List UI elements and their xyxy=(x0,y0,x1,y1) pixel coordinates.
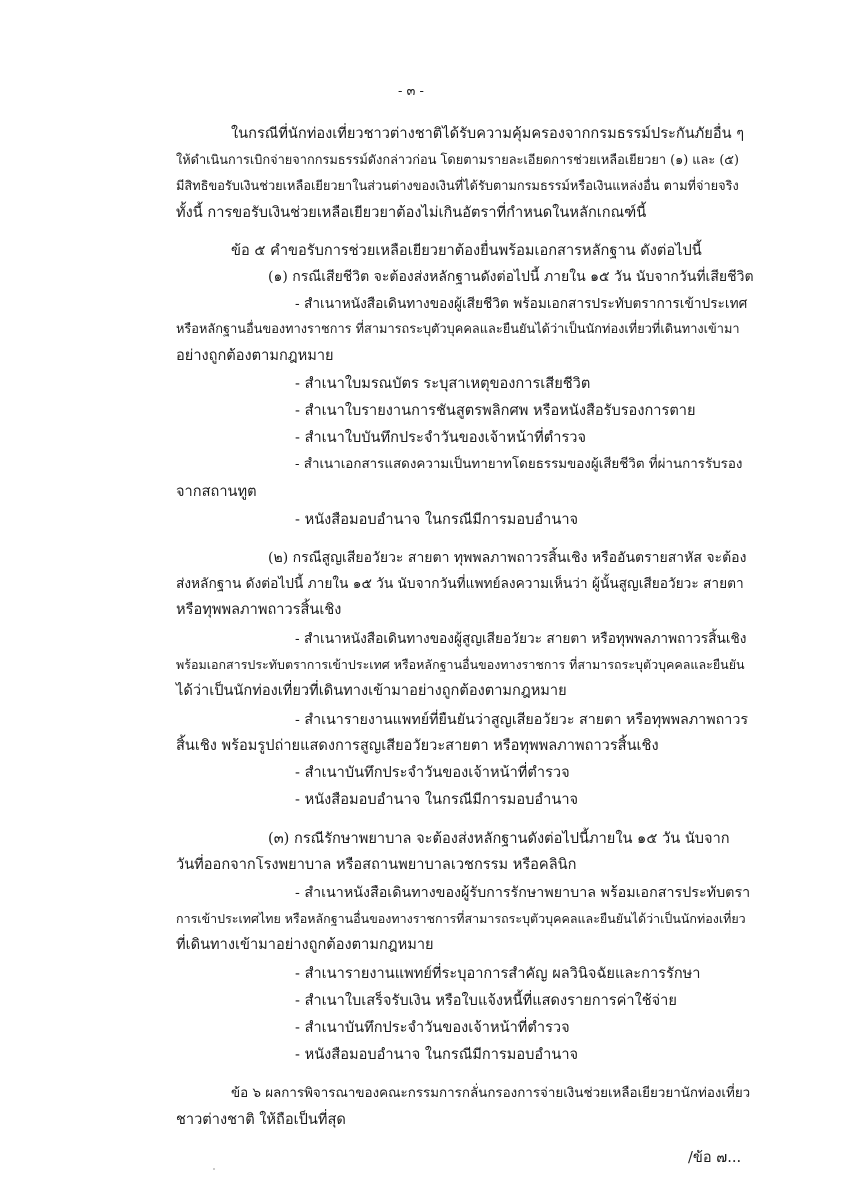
list-item: - สำเนาใบบันทึกประจำวันของเจ้าหน้าที่ตำรวจ xyxy=(295,429,587,446)
scan-speck xyxy=(213,1168,215,1170)
case-3-heading: (๓) กรณีรักษาพยาบาล จะต้องส่งหลักฐานดังต่อไปนี้ภายใน ๑๕ วัน นับจาก xyxy=(268,830,730,847)
list-item: ได้ว่าเป็นนักท่องเที่ยวที่เดินทางเข้ามาอย่างถูกต้องตามกฎหมาย xyxy=(176,682,567,699)
paragraph-line: ในกรณีที่นักท่องเที่ยวชาวต่างชาติได้รับความคุ้มครองจากกรมธรรม์ประกันภัยอื่น ๆ xyxy=(231,125,745,142)
clause-5-heading: ข้อ ๕ คำขอรับการช่วยเหลือเยียวยาต้องยื่นพร้อมเอกสารหลักฐาน ดังต่อไปนี้ xyxy=(231,242,702,259)
list-item: - สำเนาบันทึกประจำวันของเจ้าหน้าที่ตำรวจ xyxy=(295,1019,570,1036)
list-item: - หนังสือมอบอำนาจ ในกรณีมีการมอบอำนาจ xyxy=(295,791,579,808)
case-3-heading: วันที่ออกจากโรงพยาบาล หรือสถานพยาบาลเวชกรรม หรือคลินิก xyxy=(176,856,577,873)
list-item: พร้อมเอกสารประทับตราการเข้าประเทศ หรือหลักฐานอื่นของทางราชการ ที่สามารถระบุตัวบุคคลและยืนยัน xyxy=(176,657,745,672)
list-item: จากสถานทูต xyxy=(176,483,257,500)
clause-6-text: ชาวต่างชาติ ให้ถือเป็นที่สุด xyxy=(176,1111,346,1128)
list-item: - สำเนาหนังสือเดินทางของผู้สูญเสียอวัยวะ สายตา หรือทุพพลภาพถาวรสิ้นเชิง xyxy=(295,631,747,647)
list-item: - สำเนาใบเสร็จรับเงิน หรือใบแจ้งหนี้ที่แสดงรายการค่าใช้จ่าย xyxy=(295,992,677,1009)
list-item: - สำเนาหนังสือเดินทางของผู้รับการรักษาพยาบาล พร้อมเอกสารประทับตรา xyxy=(295,885,751,901)
list-item: สิ้นเชิง พร้อมรูปถ่ายแสดงการสูญเสียอวัยวะสายตา หรือทุพพลภาพถาวรสิ้นเชิง xyxy=(176,737,659,754)
case-2-heading: ส่งหลักฐาน ดังต่อไปนี้ ภายใน ๑๕ วัน นับจากวันที่แพทย์ลงความเห็นว่า ผู้นั้นสูญเสียอวัยวะ สายตา xyxy=(176,576,744,592)
page-number: - ๓ - xyxy=(398,84,424,99)
paragraph-line: มีสิทธิขอรับเงินช่วยเหลือเยียวยาในส่วนต่างของเงินที่ได้รับตามกรมธรรม์หรือเงินแหล่งอื่น ตามที่จ่ายจริง xyxy=(176,179,739,194)
clause-6-text: ข้อ ๖ ผลการพิจารณาของคณะกรรมการกลั่นกรองการจ่ายเงินช่วยเหลือเยียวยานักท่องเที่ยว xyxy=(231,1086,751,1101)
list-item: - หนังสือมอบอำนาจ ในกรณีมีการมอบอำนาจ xyxy=(295,511,579,528)
list-item: - สำเนาใบรายงานการชันสูตรพลิกศพ หรือหนังสือรับรองการตาย xyxy=(295,402,696,419)
list-item: การเข้าประเทศไทย หรือหลักฐานอื่นของทางราชการที่สามารถระบุตัวบุคคลและยืนยันได้ว่าเป็นนักท่องเที่ยว xyxy=(176,911,746,926)
list-item: - สำเนารายงานแพทย์ที่ยืนยันว่าสูญเสียอวัยวะ สายตา หรือทุพพลภาพถาวร xyxy=(295,712,749,728)
list-item: - สำเนาหนังสือเดินทางของผู้เสียชีวิต พร้อมเอกสารประทับตราการเข้าประเทศ xyxy=(295,296,748,312)
list-item: อย่างถูกต้องตามกฎหมาย xyxy=(176,347,334,364)
continuation-marker: /ข้อ ๗... xyxy=(688,1149,742,1166)
list-item: - สำเนาเอกสารแสดงความเป็นทายาทโดยธรรมของผู้เสียชีวิต ที่ผ่านการรับรอง xyxy=(295,457,743,472)
paragraph-line: ทั้งนี้ การขอรับเงินช่วยเหลือเยียวยาต้องไม่เกินอัตราที่กำหนดในหลักเกณฑ์นี้ xyxy=(176,204,647,221)
case-2-heading: หรือทุพพลภาพถาวรสิ้นเชิง xyxy=(176,601,342,618)
paragraph-line: ให้ดำเนินการเบิกจ่ายจากกรมธรรม์ดังกล่าวก่อน โดยตามรายละเอียดการช่วยเหลือเยียวยา (๑) และ (๕) xyxy=(176,153,739,168)
list-item: - สำเนาบันทึกประจำวันของเจ้าหน้าที่ตำรวจ xyxy=(295,764,570,781)
case-1-heading: (๑) กรณีเสียชีวิต จะต้องส่งหลักฐานดังต่อไปนี้ ภายใน ๑๕ วัน นับจากวันที่เสียชีวิต xyxy=(268,269,754,285)
list-item: - หนังสือมอบอำนาจ ในกรณีมีการมอบอำนาจ xyxy=(295,1046,579,1063)
case-2-heading: (๒) กรณีสูญเสียอวัยวะ สายตา ทุพพลภาพถาวรสิ้นเชิง หรืออันตรายสาหัส จะต้อง xyxy=(268,550,747,566)
list-item: หรือหลักฐานอื่นของทางราชการ ที่สามารถระบุตัวบุคคลและยืนยันได้ว่าเป็นนักท่องเที่ยวที่เดินทางเข้ามา xyxy=(176,322,740,337)
list-item: - สำเนารายงานแพทย์ที่ระบุอาการสำคัญ ผลวินิจฉัยและการรักษา xyxy=(295,965,701,982)
list-item: ที่เดินทางเข้ามาอย่างถูกต้องตามกฎหมาย xyxy=(176,936,434,953)
list-item: - สำเนาใบมรณบัตร ระบุสาเหตุของการเสียชีวิต xyxy=(295,375,591,392)
